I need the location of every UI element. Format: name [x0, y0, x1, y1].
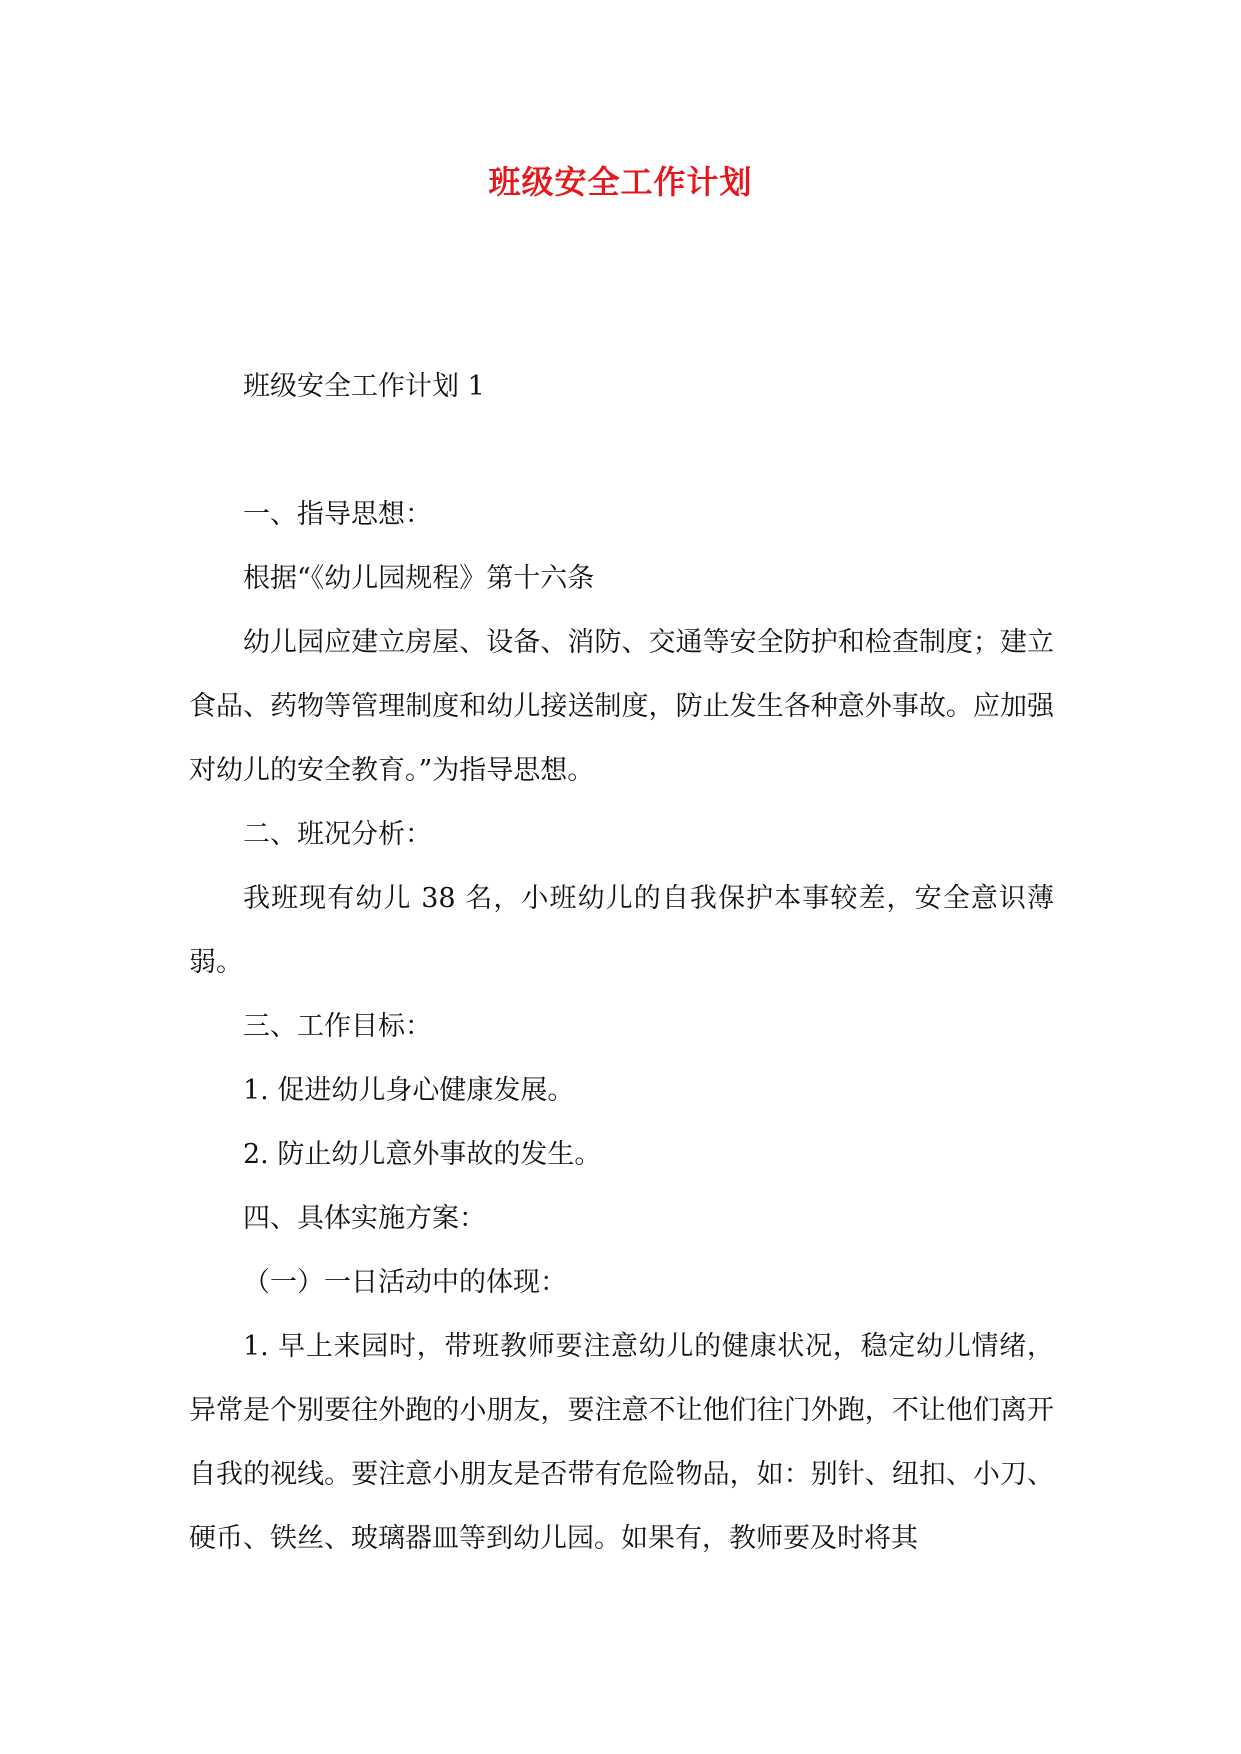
heading-work-goals: 三、工作目标： [243, 1011, 432, 1042]
paragraph: 幼儿园应建立房屋、设备、消防、交通等安全防护和检查制度；建立食品、药物等管理制度和幼儿接送制度，防止发生各种意外事故。应加强对幼儿的安全教育。”为指导思想。 [189, 627, 1054, 786]
subheading: （一）一日活动中的体现： [243, 1267, 567, 1298]
paragraph: 1. 早上来园时，带班教师要注意幼儿的健康状况，稳定幼儿情绪，异常是个别要往外跑的小朋友，要注意不让他们往门外跑，不让他们离开自我的视线。要注意小朋友是否带有危险物品，如：别针、纽扣、小刀、硬币、铁丝、玻璃器皿等到幼儿园。如果有，教师要及时将其 [189, 1331, 1054, 1554]
paragraph: 我班现有幼儿 38 名，小班幼儿的自我保护本事较差，安全意识薄弱。 [189, 883, 1054, 978]
section-heading: 班级安全工作计划 1 [243, 371, 485, 402]
heading-class-analysis: 二、班况分析： [243, 819, 432, 850]
list-item: 1. 促进幼儿身心健康发展。 [243, 1075, 575, 1106]
heading-implementation: 四、具体实施方案： [243, 1203, 486, 1234]
document-title: 班级安全工作计划 [488, 163, 753, 201]
list-item: 2. 防止幼儿意外事故的发生。 [243, 1139, 602, 1170]
blank-line [189, 419, 1054, 483]
heading-guiding-thought: 一、指导思想： [243, 499, 432, 530]
paragraph: 根据“《幼儿园规程》第十六条 [243, 563, 595, 594]
document-body [189, 355, 1054, 1571]
